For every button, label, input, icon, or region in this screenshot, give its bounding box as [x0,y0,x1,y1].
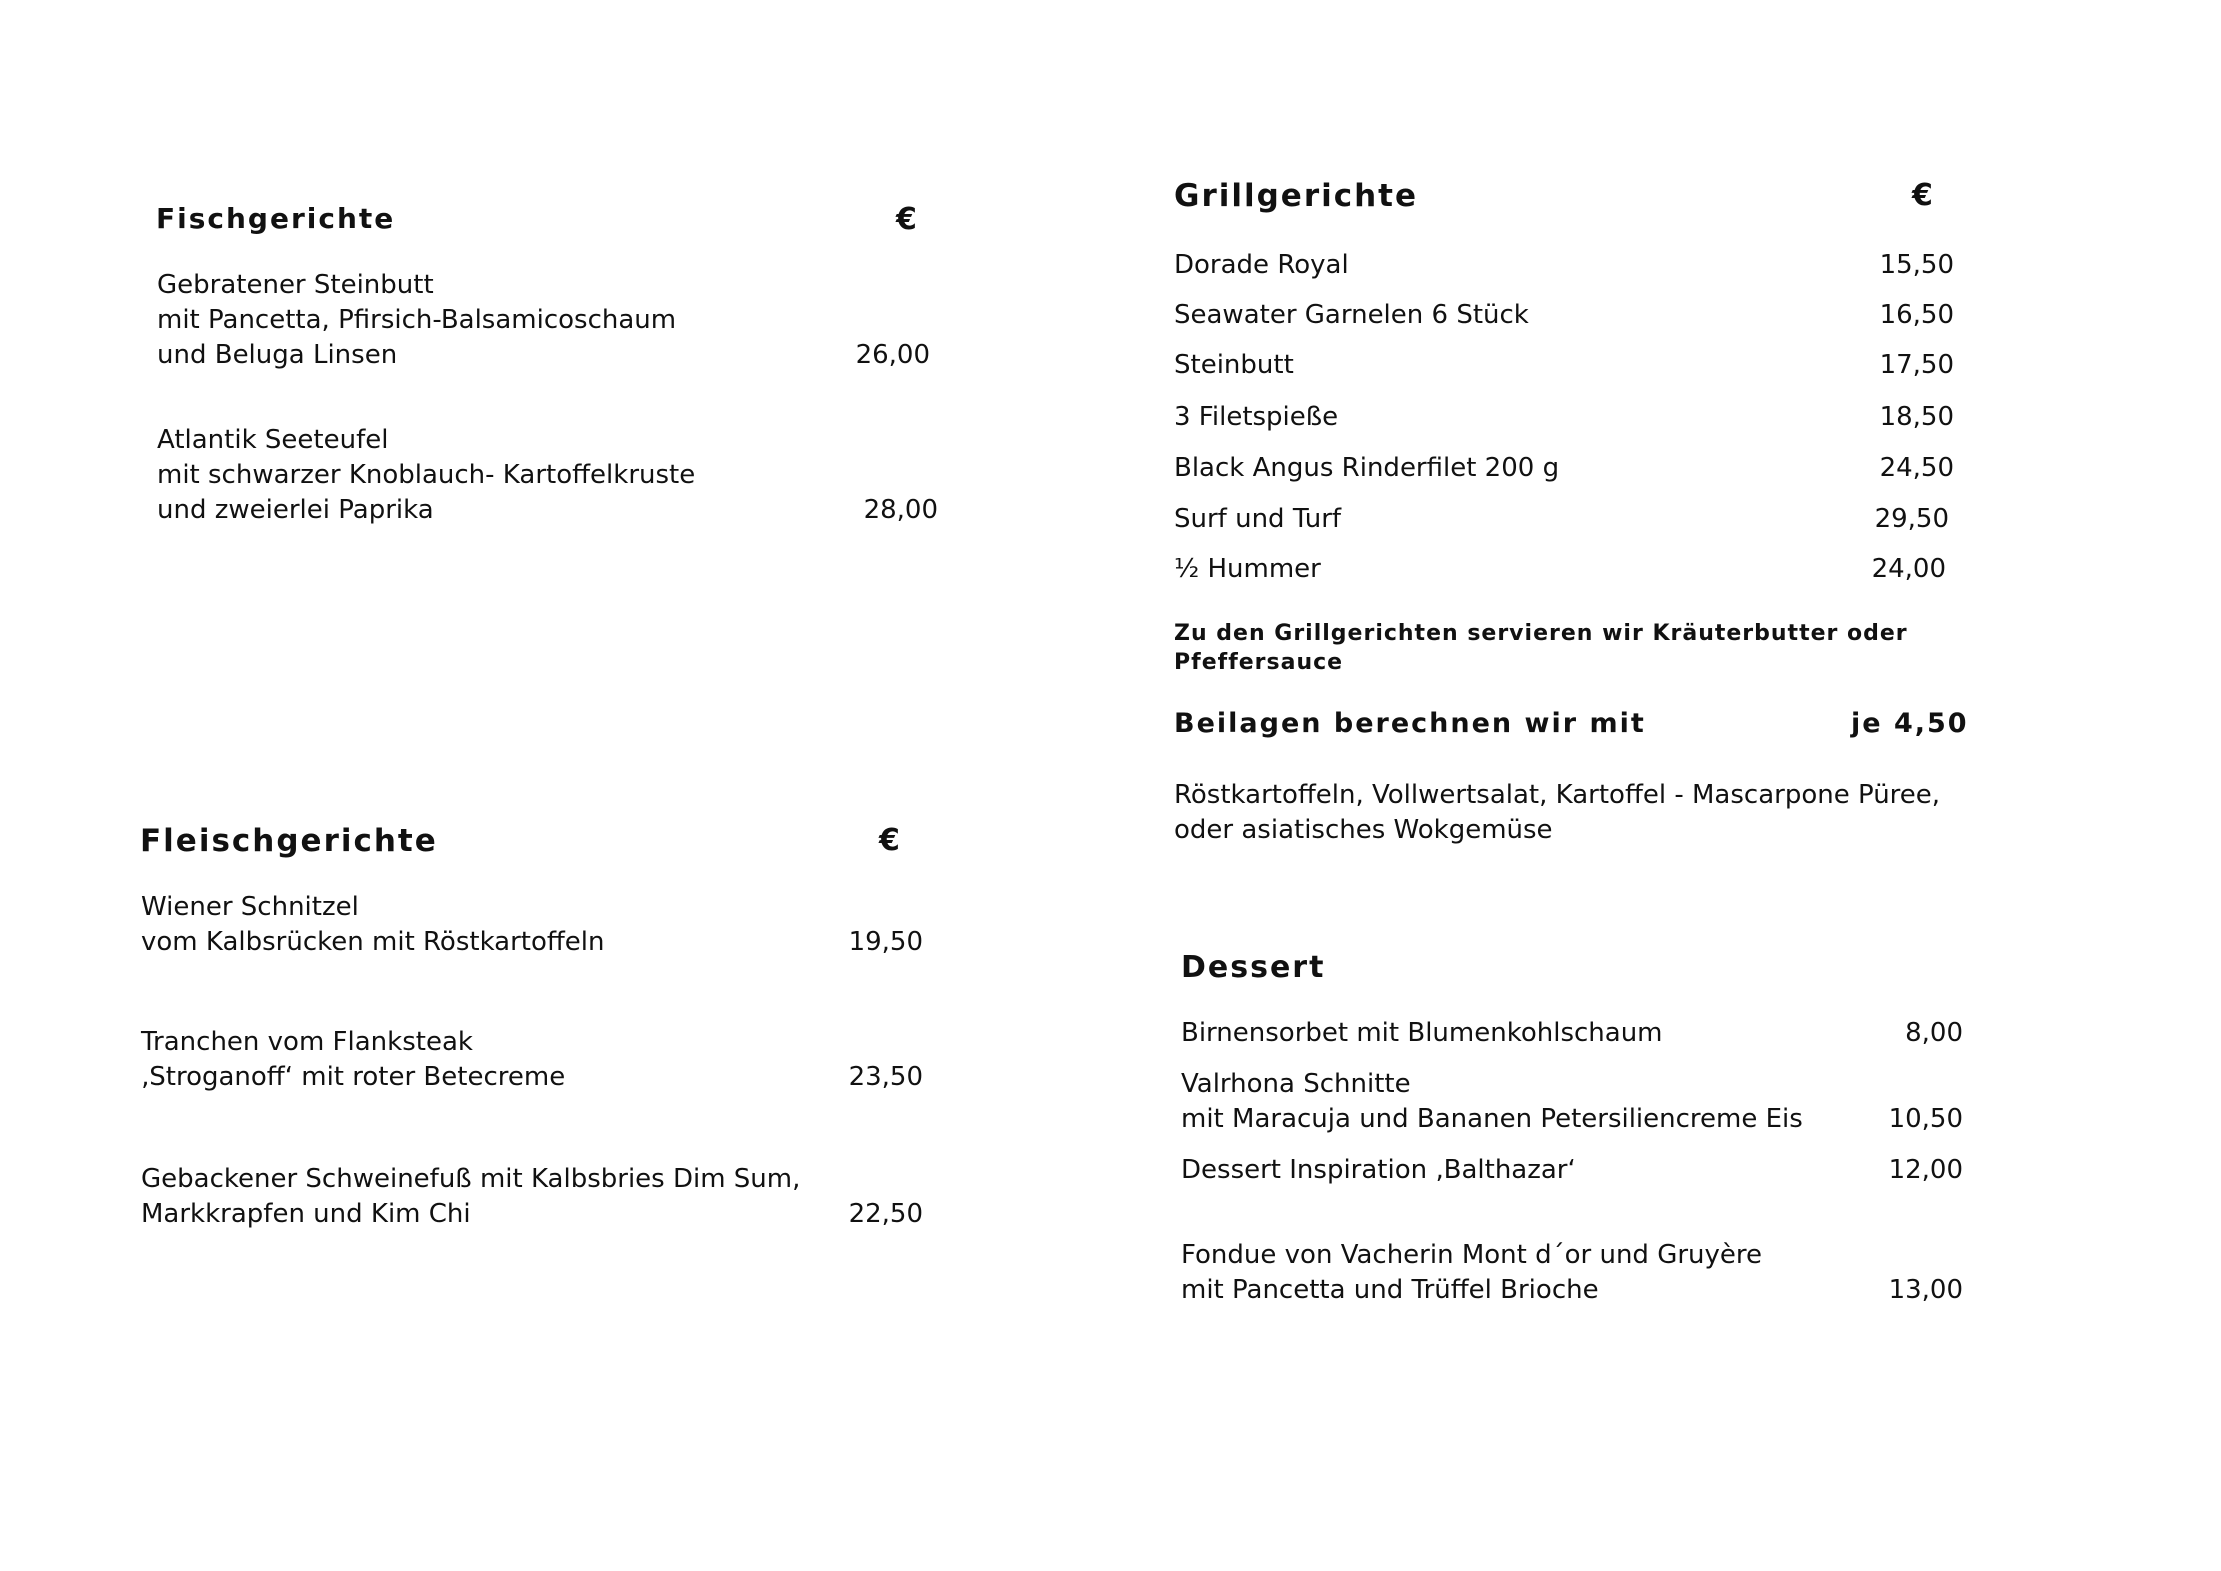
grill-item-3-name: Steinbutt [1174,350,1294,380]
fleisch-item-1-price: 19,50 [848,927,923,957]
dessert-item-2-name: Valrhona Schnitte mit Maracuja und Bananen Petersiliencreme Eis [1181,1069,1803,1134]
fleisch-section-title: Fleischgerichte [140,823,438,859]
fisch-item-1-name: Gebratener Steinbutt mit Pancetta, Pfirsich-Balsamicoschaum und Beluga Linsen [157,270,677,370]
fisch-item-1-price: 26,00 [855,340,930,370]
grill-sauce-note: Zu den Grillgerichten servieren wir Kräuterbutter oder Pfeffersauce [1174,621,1908,675]
grill-item-6-price: 29,50 [1874,504,1949,534]
fleisch-currency-header: € [879,823,900,858]
fisch-item-2-name: Atlantik Seeteufel mit schwarzer Knoblauch- Kartoffelkruste und zweierlei Paprika [157,425,696,525]
grill-item-3-price: 17,50 [1879,350,1954,380]
dessert-item-4-name: Fondue von Vacherin Mont d´or und Gruyère mit Pancetta und Trüffel Brioche [1181,1240,1763,1305]
beilagen-list: Röstkartoffeln, Vollwertsalat, Kartoffel - Mascarpone Püree, oder asiatisches Wokgemüse [1174,780,1941,845]
grill-item-4-name: 3 Filetspieße [1174,402,1339,432]
grill-item-7-price: 24,00 [1871,554,1946,584]
grill-item-4-price: 18,50 [1879,402,1954,432]
fleisch-item-3-price: 22,50 [848,1199,923,1229]
dessert-section-title: Dessert [1181,950,1326,985]
grill-currency-header: € [1912,178,1933,213]
grill-item-7-name: ½ Hummer [1174,554,1321,584]
dessert-item-1-price: 8,00 [1905,1018,1963,1048]
dessert-item-3-name: Dessert Inspiration ‚Balthazar‘ [1181,1155,1576,1185]
beilagen-price: je 4,50 [1851,708,1969,739]
grill-section-title: Grillgerichte [1174,178,1419,214]
grill-item-6-name: Surf und Turf [1174,504,1342,534]
fisch-section-title: Fischgerichte [156,202,396,235]
fleisch-item-1-name: Wiener Schnitzel vom Kalbsrücken mit Röstkartoffeln [141,892,605,957]
fisch-currency-header: € [896,202,917,237]
fleisch-item-2-name: Tranchen vom Flanksteak ‚Stroganoff‘ mit roter Betecreme [141,1027,566,1092]
fleisch-item-2-price: 23,50 [848,1062,923,1092]
grill-item-2-price: 16,50 [1879,300,1954,330]
dessert-item-4-price: 13,00 [1888,1275,1963,1305]
grill-item-5-price: 24,50 [1879,453,1954,483]
fleisch-item-3-name: Gebackener Schweinefuß mit Kalbsbries Dim Sum, Markkrapfen und Kim Chi [141,1164,801,1229]
dessert-item-1-name: Birnensorbet mit Blumenkohlschaum [1181,1018,1663,1048]
grill-item-2-name: Seawater Garnelen 6 Stück [1174,300,1529,330]
dessert-item-2-price: 10,50 [1888,1104,1963,1134]
grill-item-5-name: Black Angus Rinderfilet 200 g [1174,453,1560,483]
dessert-item-3-price: 12,00 [1888,1155,1963,1185]
grill-item-1-name: Dorade Royal [1174,250,1349,280]
fisch-item-2-price: 28,00 [863,495,938,525]
beilagen-label: Beilagen berechnen wir mit [1174,708,1646,739]
grill-item-1-price: 15,50 [1879,250,1954,280]
